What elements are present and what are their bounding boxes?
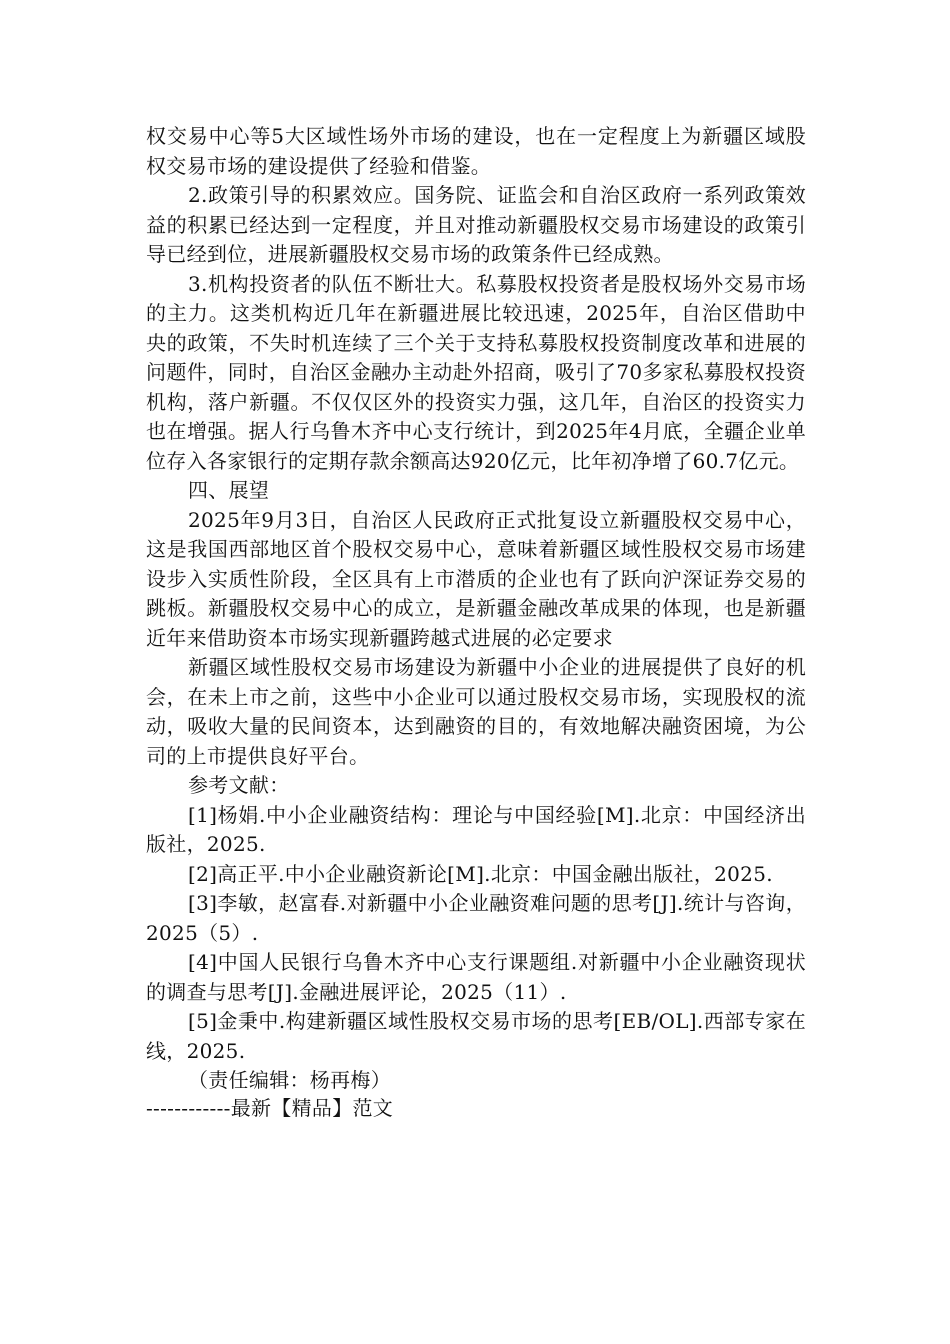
reference-item: [3]李敏，赵富春.对新疆中小企业融资难问题的思考[J].统计与咨询，2025（5）. [146,891,806,945]
paragraph-outlook-sme: 新疆区域性股权交易市场建设为新疆中小企业的进展提供了良好的机会，在未上市之前，这些中小企业可以通过股权交易市场，实现股权的流动，吸收大量的民间资本，达到融资的目的，有效地解决融资困境，为公司的上市提供良好平台。 [146,655,806,768]
reference-item: [2]高正平.中小企业融资新论[M].北京：中国金融出版社，2025. [188,861,773,886]
paragraph-outlook-center: 2025年9月3日，自治区人民政府正式批复设立新疆股权交易中心，这是我国西部地区首个股权交易中心，意味着新疆区域性股权交易市场建设步入实质性阶段，全区具有上市潜质的企业也有了跃向沪深证券交易的跳板。新疆股权交易中心的成立，是新疆金融改革成果的体现，也是新疆近年来借助资本市场实现新疆跨越式进展的必定要求 [146,507,806,650]
section-heading-outlook: 四、展望 [188,478,270,502]
document-body [146,122,806,1096]
paragraph-policy-effect: 2.政策引导的积累效应。国务院、证监会和自治区政府一系列政策效益的积累已经达到一定程度，并且对推动新疆股权交易市场建设的政策引导已经到位，进展新疆股权交易市场的政策条件已经成熟。 [146,183,806,266]
references-heading: 参考文献： [188,773,290,797]
reference-item: [4]中国人民银行乌鲁木齐中心支行课题组.对新疆中小企业融资现状的调查与思考[J].金融进展评论，2025（11）. [146,950,806,1004]
paragraph-institutional-investors: 3.机构投资者的队伍不断壮大。私募股权投资者是股权场外交易市场的主力。这类机构近几年在新疆进展比较迅速，2025年，自治区借助中央的政策，不失时机连续了三个关于支持私募股权投资制度改革和进展的问题件，同时，自治区金融办主动赴外招商，吸引了70多家私募股权投资机构，落户新疆。不仅仅区外的投资实力强，这几年，自治区的投资实力也在增强。据人行乌鲁木齐中心支行统计，到2025年4月底，全疆企业单位存入各家银行的定期存款余额高达920亿元，比年初净增了60.7亿元。 [146,271,806,473]
editor-credit: （责任编辑：杨再梅） [188,1068,391,1092]
reference-item: [1]杨娟.中小企业融资结构：理论与中国经验[M].北京：中国经济出版社，2025. [146,802,806,856]
footer-caption: ------------最新【精品】范文 [146,1096,394,1120]
reference-item: [5]金秉中.构建新疆区域性股权交易市场的思考[EB/OL].西部专家在线，2025. [146,1009,806,1063]
paragraph-continuation: 权交易中心等5大区域性场外市场的建设，也在一定程度上为新疆区域股权交易市场的建设提供了经验和借鉴。 [146,124,806,178]
